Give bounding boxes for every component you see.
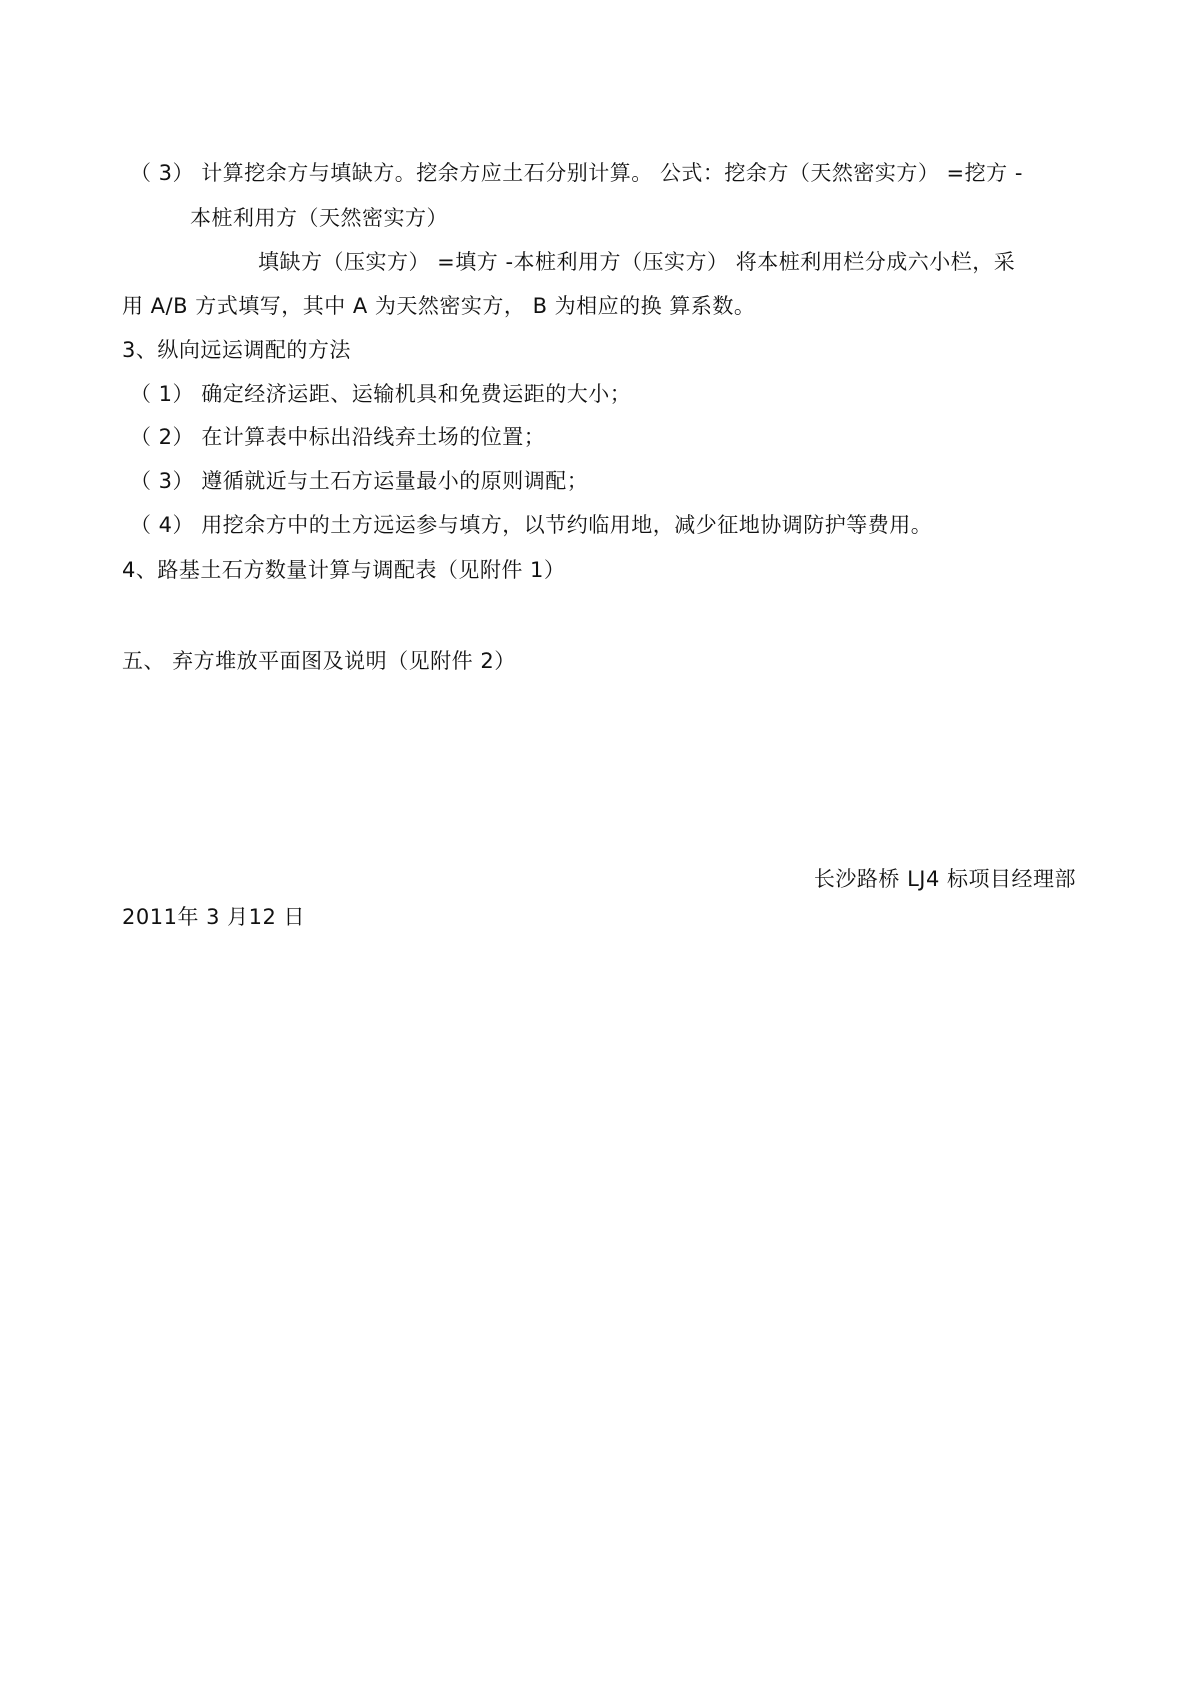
list-item-4: （ 4） 用挖余方中的土方远运参与填方，以节约临用地，减少征地协调防护等费用。: [130, 513, 933, 537]
text-line-fill-formula: 填缺方（压实方） =填方 -本桩利用方（压实方） 将本桩利用栏分成六小栏，采: [258, 250, 1016, 274]
signature-organization: 长沙路桥 LJ4 标项目经理部: [813, 867, 1076, 891]
list-item-2: （ 2） 在计算表中标出沿线弃土场的位置；: [130, 425, 546, 449]
document-date: 2011年 3 月12 日: [122, 905, 306, 929]
section-heading-3: 3、纵向远运调配的方法: [122, 338, 351, 362]
list-item-1: （ 1） 确定经济运距、运输机具和免费运距的大小；: [130, 382, 632, 406]
text-line-ab-method: 用 A/B 方式填写，其中 A 为天然密实方， B 为相应的换 算系数。: [122, 294, 756, 318]
section-heading-4: 4、路基土石方数量计算与调配表（见附件 1）: [122, 558, 566, 582]
section-heading-5: 五、 弃方堆放平面图及说明（见附件 2）: [122, 649, 516, 673]
text-line-formula-continuation: 本桩利用方（天然密实方）: [190, 206, 448, 230]
list-item-3: （ 3） 遵循就近与土石方运量最小的原则调配；: [130, 469, 589, 493]
text-line-formula-item-3: （ 3） 计算挖余方与填缺方。挖余方应土石分别计算。 公式：挖余方（天然密实方） =挖方 -: [130, 161, 1023, 185]
